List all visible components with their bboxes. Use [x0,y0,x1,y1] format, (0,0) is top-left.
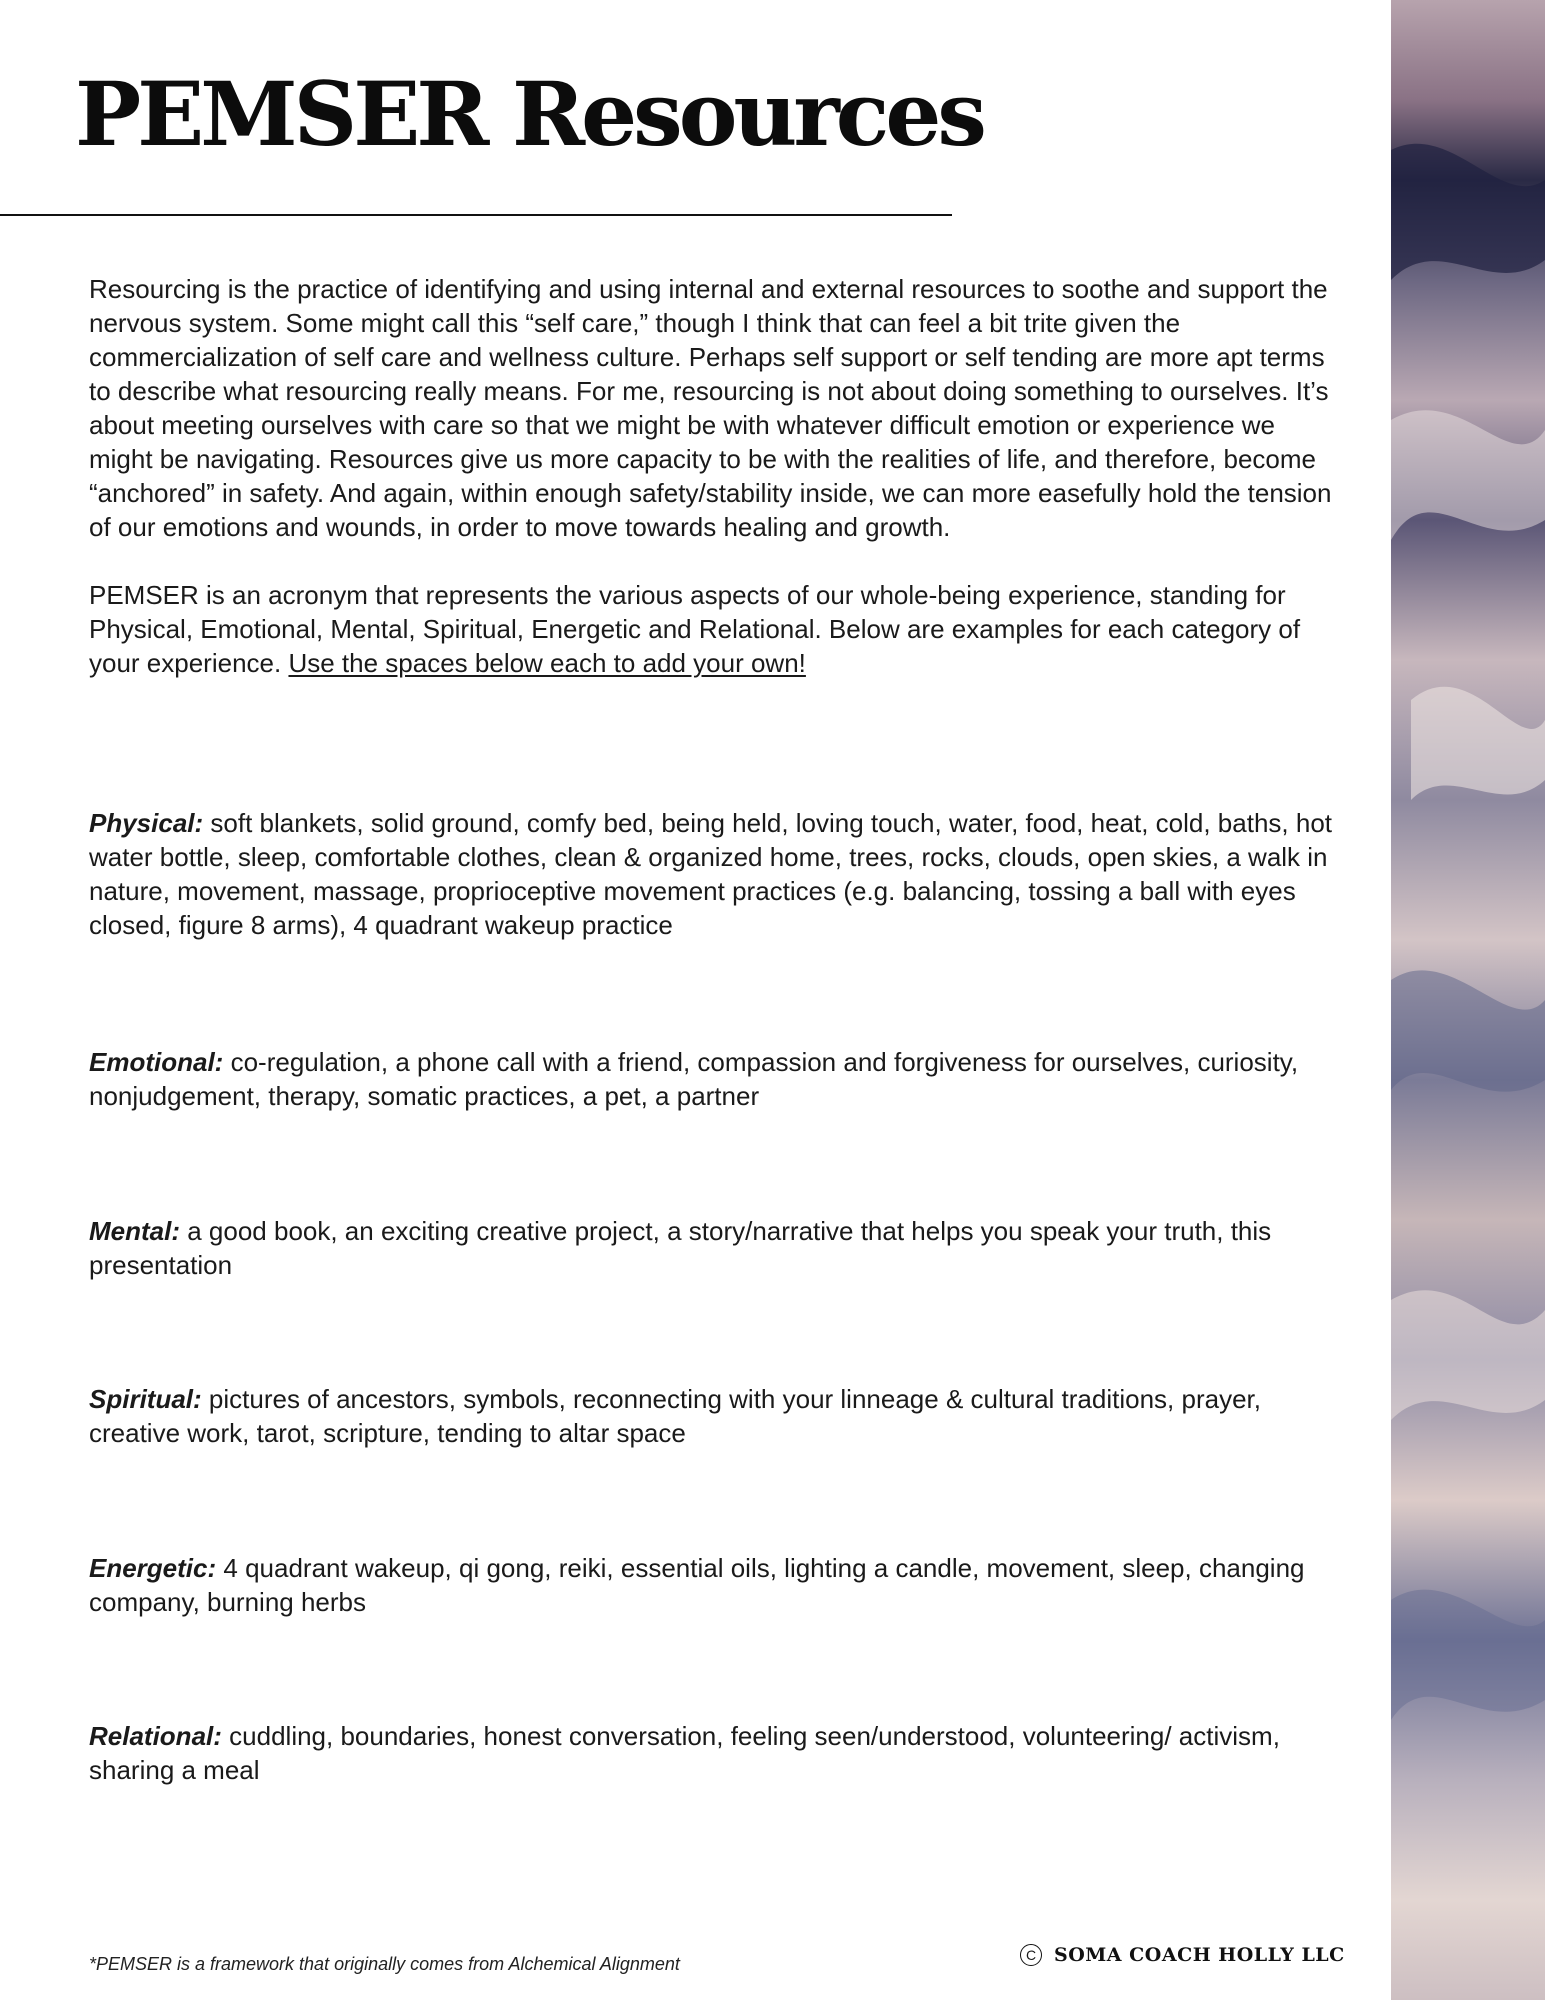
title-divider [0,214,952,216]
section-term: Physical: [89,808,204,838]
intro-paragraph-1: Resourcing is the practice of identifying and using internal and external resources to soothe and support the nervous system. Some might call this “self care,” though I think that can feel a bit trite given the commercialization of self care and wellness culture. Perhaps self support or self tending are more apt terms to describe what resourcing really means. For me, resourcing is not about doing something to ourselves. It’s about meeting ourselves with care so that we might be with whatever difficult emotion or experience we might be navigating. Resources give us more capacity to be with the realities of life, and therefore, become “anchored” in safety. And again, within enough safety/stability inside, we can more easefully hold the tension of our emotions and wounds, in order to move towards healing and growth. [89,274,1332,542]
section-term: Mental: [89,1216,180,1246]
copyright-icon: C [1020,1944,1042,1966]
section-text: pictures of ancestors, symbols, reconnecting with your linneage & cultural traditions, prayer, creative work, tarot, scripture, tending to altar space [89,1384,1261,1448]
brand-name: SOMA COACH HOLLY LLC [1054,1944,1345,1966]
section-text: a good book, an exciting creative project, a story/narrative that helps you speak your truth, this presentation [89,1216,1272,1280]
decorative-side-photo [1391,0,1545,2000]
section-emotional [89,1045,1344,1113]
intro-paragraph-2 [89,578,1344,680]
section-term: Energetic: [89,1553,217,1583]
section-physical [89,806,1344,942]
page-title: PEMSER Resources [75,62,983,166]
footer-note: *PEMSER is a framework that originally comes from Alchemical Alignment [89,1954,680,1974]
brand-mark [1020,1944,1345,1966]
section-term: Relational: [89,1721,222,1751]
call-to-action: Use the spaces below each to add your own! [288,648,806,678]
section-text: 4 quadrant wakeup, qi gong, reiki, essential oils, lighting a candle, movement, sleep, changing company, burning herbs [89,1553,1305,1617]
intro-block [89,272,1344,680]
section-relational [89,1719,1344,1787]
section-energetic [89,1551,1344,1619]
section-spiritual [89,1382,1344,1450]
section-text: co-regulation, a phone call with a friend, compassion and forgiveness for ourselves, curiosity, nonjudgement, therapy, somatic practices, a pet, a partner [89,1047,1299,1111]
section-mental [89,1214,1344,1282]
photo-texture [1391,0,1545,2000]
intro-paragraph-2-text: PEMSER is an acronym that represents the various aspects of our whole-being experience, standing for Physical, Emotional, Mental, Spiritual, Energetic and Relational. Below are examples for each category of your experience. [89,580,1301,678]
section-term: Emotional: [89,1047,224,1077]
section-term: Spiritual: [89,1384,202,1414]
section-text: cuddling, boundaries, honest conversation, feeling seen/understood, volunteering/ activism, sharing a meal [89,1721,1280,1785]
section-text: soft blankets, solid ground, comfy bed, being held, loving touch, water, food, heat, cold, baths, hot water bottle, sleep, comfortable clothes, clean & organized home, trees, rocks, clouds, open skies, a walk in nature, movement, massage, proprioceptive movement practices (e.g. balancing, tossing a ball with eyes closed, figure 8 arms), 4 quadrant wakeup practice [89,808,1332,940]
